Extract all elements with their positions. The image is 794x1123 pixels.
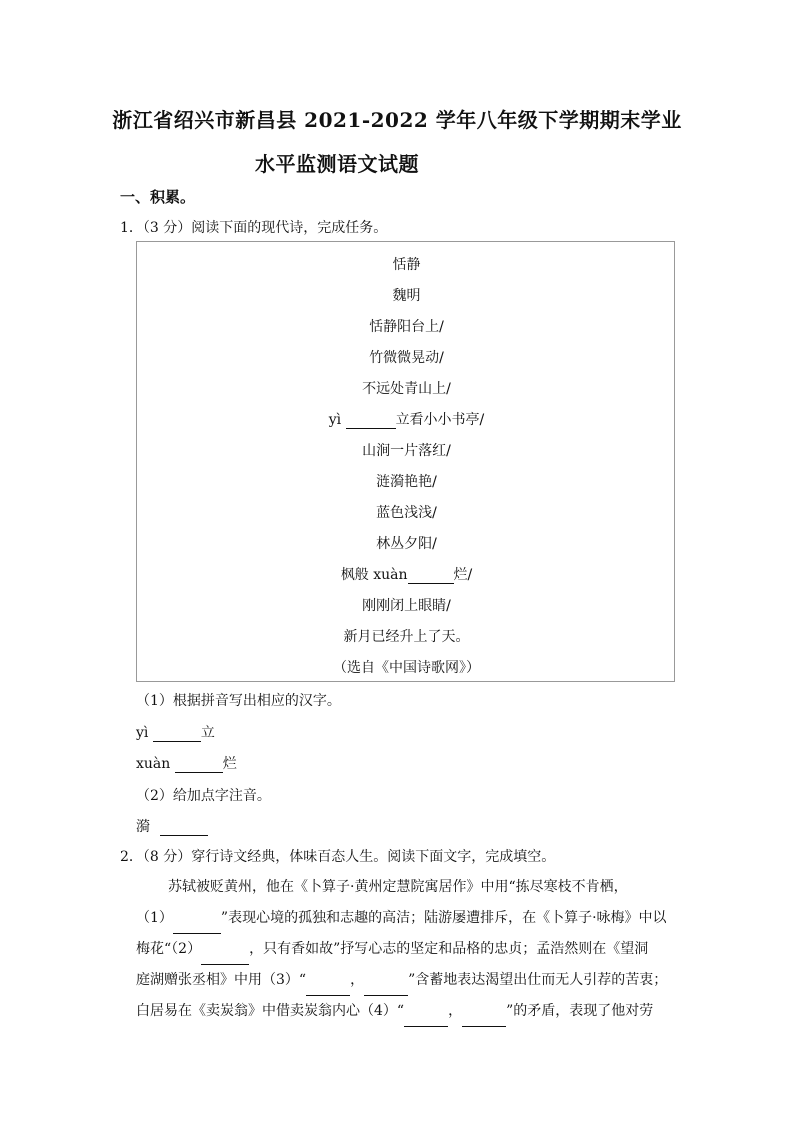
poem-line-xuan: [137, 564, 676, 584]
dotted-char: 漪: [136, 819, 150, 835]
sub-question-2: （2）给加点字注音。: [136, 788, 271, 804]
question-1-label: 1．（3 分）阅读下面的现代诗，完成任务。: [120, 220, 388, 236]
q2-text: ”的矛盾，表现了他对劳: [506, 1003, 654, 1019]
sub-question-1: （1）根据拼音写出相应的汉字。: [136, 693, 341, 709]
poem-box: [136, 241, 675, 682]
answer-yi-char: 立: [200, 725, 215, 741]
q2-line-2: [136, 903, 676, 934]
poem-line-xuan-suffix: 烂/: [453, 567, 473, 583]
question-2-label: 2．（8 分）穿行诗文经典，体味百态人生。阅读下面文字，完成填空。: [120, 849, 556, 865]
answer-yi: [136, 722, 215, 742]
blank-3b[interactable]: [364, 981, 408, 996]
poem-author: 魏明: [392, 288, 421, 304]
pinyin-xuan-answer: xuàn: [136, 756, 171, 772]
answer-xuan: [136, 753, 237, 773]
answer-xuan-char: 烂: [222, 756, 237, 772]
q2-text: 梅花“（2）: [136, 941, 202, 957]
q2-line-4: [136, 965, 676, 996]
poem-line: 山涧一片落红/: [362, 443, 451, 459]
poem-line-yi-suffix: 立看小小书亭/: [395, 412, 485, 428]
q2-text: ”含蓄地表达渴望出仕而无人引荐的苦衷；: [408, 972, 668, 988]
section-heading: 一、积累。: [120, 188, 196, 206]
poem-title: 恬静: [392, 257, 421, 273]
poem-line: 恬静阳台上/: [369, 319, 444, 335]
q2-text: ，: [350, 972, 365, 988]
poem-line: 新月已经升上了天。: [343, 629, 470, 645]
blank-4a[interactable]: [404, 1012, 448, 1027]
poem-line: 林丛夕阳/: [376, 536, 437, 552]
q2-text: ”表现心境的孤独和志趣的高洁；陆游屡遭排斥，在《卜算子·咏梅》中以: [220, 910, 667, 926]
q2-text: 庭湖赠张丞相》中用（3）“: [136, 972, 307, 988]
doc-title-line1: 浙江省绍兴市新昌县 2021-2022 学年八年级下学期期末学业: [112, 108, 682, 132]
doc-title-line2: 水平监测语文试题: [255, 152, 419, 176]
poem-source: （选自《中国诗歌网》）: [333, 660, 480, 676]
q2-line-1: 苏轼被贬黄州，他在《卜算子·黄州定慧院寓居作》中用“拣尽寒枝不肯栖，: [168, 879, 628, 895]
blank-2[interactable]: [201, 950, 249, 965]
answer-yi-pinyin: [136, 816, 208, 836]
pinyin-yi: yì: [328, 412, 342, 428]
q2-text: 白居易在《卖炭翁》中借卖炭翁内心（4）“: [136, 1003, 405, 1019]
blank-yi[interactable]: [346, 414, 396, 429]
poem-line: 刚刚闭上眼睛/: [362, 598, 451, 614]
blank-4b[interactable]: [462, 1012, 506, 1027]
blank-1[interactable]: [173, 919, 221, 934]
q2-text: （1）: [136, 910, 173, 926]
poem-line: 涟漪艳艳/: [376, 474, 437, 490]
q2-text: ，: [448, 1003, 463, 1019]
answer-blank-pinyin[interactable]: [160, 821, 208, 836]
blank-3a[interactable]: [306, 981, 350, 996]
q2-line-5: [136, 996, 676, 1027]
answer-blank-yi[interactable]: [153, 727, 201, 742]
q2-text: ，只有香如故”抒写心志的坚定和品格的忠贞；孟浩然则在《望洞: [249, 941, 649, 957]
pinyin-xuan: 枫般 xuàn: [340, 567, 408, 583]
answer-blank-xuan[interactable]: [175, 758, 223, 773]
pinyin-yi-answer: yì: [136, 725, 149, 741]
poem-line: 竹微微晃动/: [369, 350, 444, 366]
blank-xuan[interactable]: [408, 569, 454, 584]
poem-line-yi: [137, 409, 676, 429]
poem-line: 蓝色浅浅/: [376, 505, 437, 521]
q2-line-3: [136, 934, 676, 965]
poem-line: 不远处青山上/: [362, 381, 451, 397]
